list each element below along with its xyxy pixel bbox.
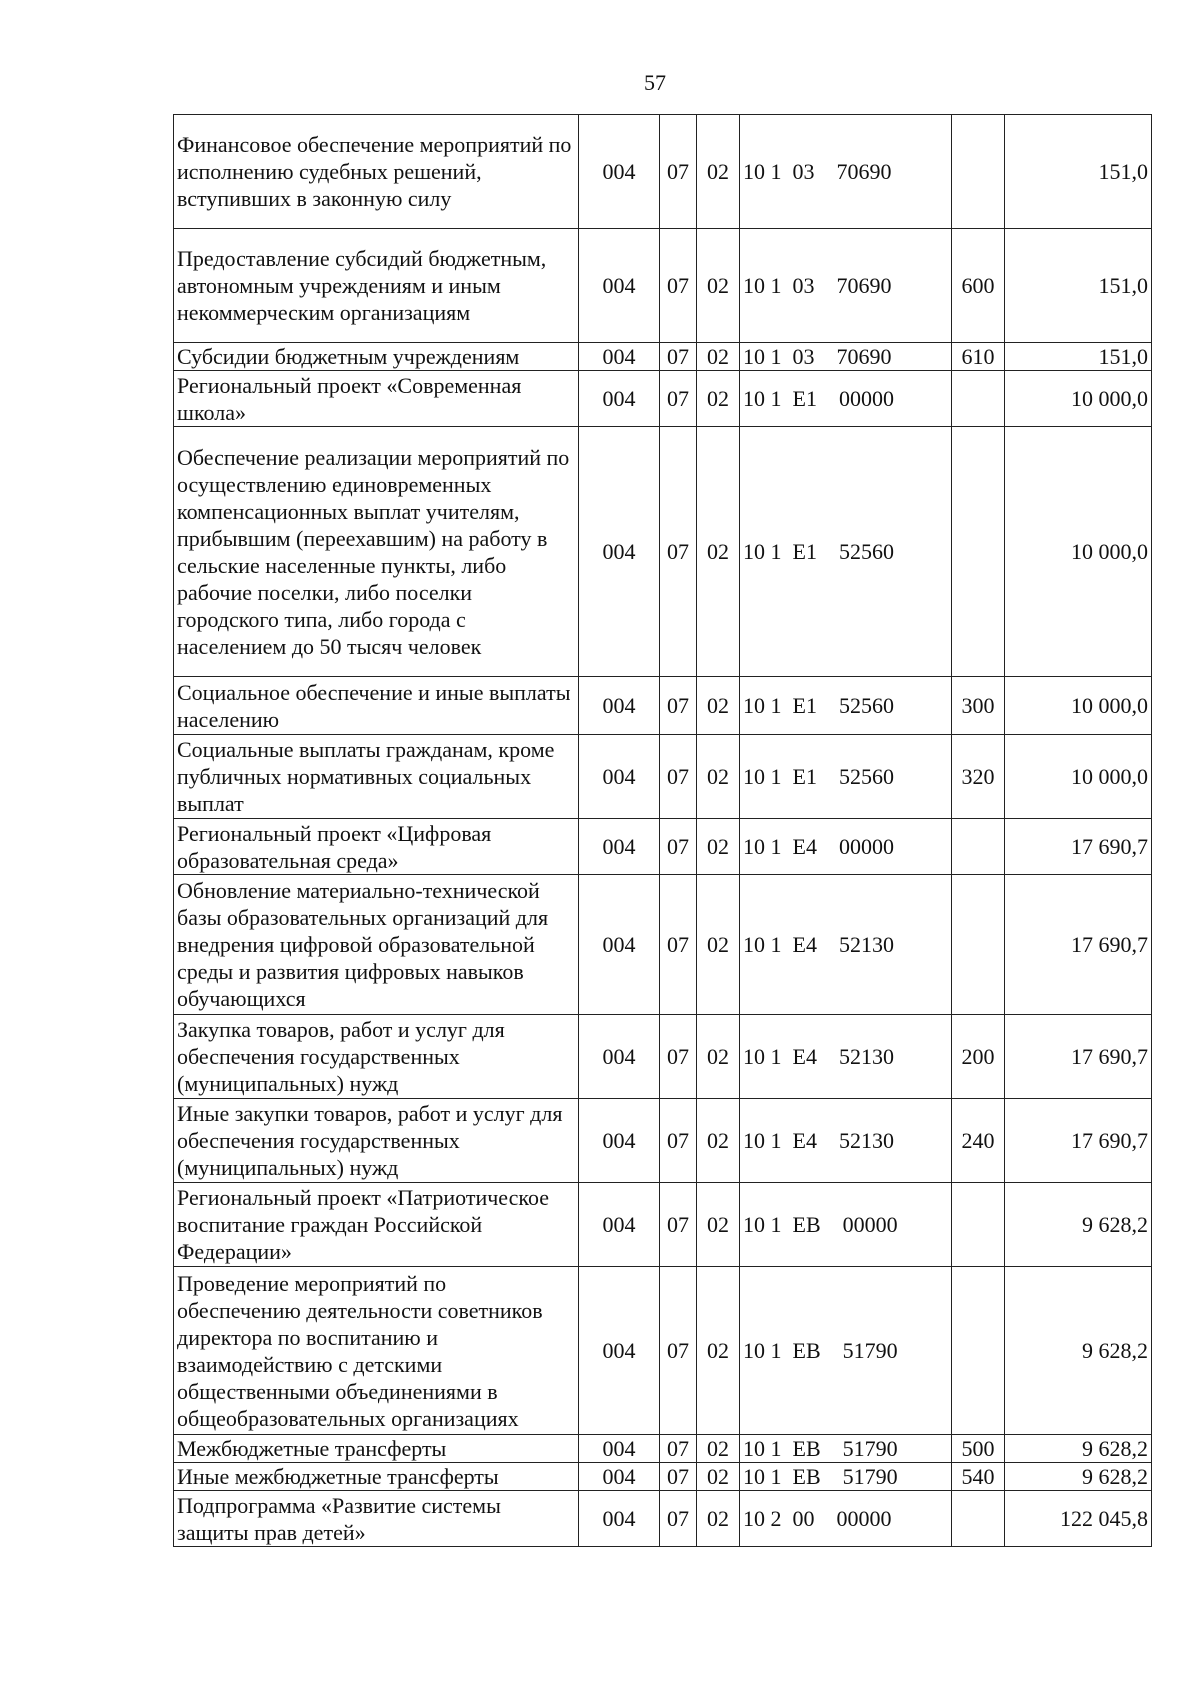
row-target-article-code: 10 1 E1 00000: [740, 371, 952, 427]
row-expense-type-code: 320: [952, 735, 1005, 819]
row-name: Региональный проект «Цифровая образовательная среда»: [174, 819, 579, 875]
row-gov-code: 004: [579, 1463, 660, 1491]
row-section-code: 07: [660, 1099, 697, 1183]
row-expense-type-code: 200: [952, 1015, 1005, 1099]
row-subsection-code: 02: [697, 229, 740, 343]
row-sum: 151,0: [1005, 343, 1152, 371]
row-subsection-code: 02: [697, 371, 740, 427]
row-gov-code: 004: [579, 1491, 660, 1547]
row-section-code: 07: [660, 735, 697, 819]
row-sum: 17 690,7: [1005, 819, 1152, 875]
row-sum: 10 000,0: [1005, 427, 1152, 677]
row-gov-code: 004: [579, 1015, 660, 1099]
row-subsection-code: 02: [697, 875, 740, 1015]
row-gov-code: 004: [579, 427, 660, 677]
row-sum: 9 628,2: [1005, 1183, 1152, 1267]
table-row: [174, 1463, 1152, 1491]
table-row: [174, 1099, 1152, 1183]
row-section-code: 07: [660, 1183, 697, 1267]
row-section-code: 07: [660, 229, 697, 343]
row-gov-code: 004: [579, 677, 660, 735]
row-expense-type-code: [952, 1267, 1005, 1435]
row-name: Обеспечение реализации мероприятий по осуществлению единовременных компенсационных выплат учителям, прибывшим (переехавшим) на работу в сельские населенные пункты, либо рабочие поселки, либо поселки городского типа, либо города с населением до 50 тысяч человек: [174, 427, 579, 677]
row-gov-code: 004: [579, 371, 660, 427]
table-row: [174, 1267, 1152, 1435]
row-section-code: 07: [660, 1463, 697, 1491]
row-name: Подпрограмма «Развитие системы защиты прав детей»: [174, 1491, 579, 1547]
row-subsection-code: 02: [697, 1267, 740, 1435]
row-expense-type-code: 500: [952, 1435, 1005, 1463]
row-gov-code: 004: [579, 735, 660, 819]
row-expense-type-code: 540: [952, 1463, 1005, 1491]
row-subsection-code: 02: [697, 1099, 740, 1183]
row-section-code: 07: [660, 427, 697, 677]
row-sum: 9 628,2: [1005, 1463, 1152, 1491]
row-gov-code: 004: [579, 343, 660, 371]
table-row: [174, 343, 1152, 371]
row-subsection-code: 02: [697, 1463, 740, 1491]
table-row: [174, 819, 1152, 875]
row-sum: 122 045,8: [1005, 1491, 1152, 1547]
row-target-article-code: 10 1 EB 51790: [740, 1463, 952, 1491]
row-expense-type-code: [952, 875, 1005, 1015]
row-target-article-code: 10 1 E4 52130: [740, 1099, 952, 1183]
row-target-article-code: 10 1 E4 52130: [740, 1015, 952, 1099]
row-section-code: 07: [660, 677, 697, 735]
row-section-code: 07: [660, 1491, 697, 1547]
row-sum: 10 000,0: [1005, 371, 1152, 427]
row-section-code: 07: [660, 371, 697, 427]
row-sum: 151,0: [1005, 229, 1152, 343]
row-sum: 9 628,2: [1005, 1435, 1152, 1463]
row-name: Проведение мероприятий по обеспечению деятельности советников директора по воспитанию и взаимодействию с детскими общественными объединениями в общеобразовательных организациях: [174, 1267, 579, 1435]
row-sum: 17 690,7: [1005, 875, 1152, 1015]
row-name: Обновление материально-технической базы образовательных организаций для внедрения цифровой образовательной среды и развития цифровых навыков обучающихся: [174, 875, 579, 1015]
row-target-article-code: 10 1 EB 51790: [740, 1435, 952, 1463]
row-sum: 10 000,0: [1005, 677, 1152, 735]
row-name: Субсидии бюджетным учреждениям: [174, 343, 579, 371]
row-section-code: 07: [660, 1435, 697, 1463]
row-name: Закупка товаров, работ и услуг для обеспечения государственных (муниципальных) нужд: [174, 1015, 579, 1099]
row-name: Региональный проект «Современная школа»: [174, 371, 579, 427]
table-row: [174, 115, 1152, 229]
row-section-code: 07: [660, 1267, 697, 1435]
row-sum: 17 690,7: [1005, 1099, 1152, 1183]
row-expense-type-code: [952, 371, 1005, 427]
row-subsection-code: 02: [697, 115, 740, 229]
row-gov-code: 004: [579, 1267, 660, 1435]
row-expense-type-code: [952, 1491, 1005, 1547]
row-target-article-code: 10 1 03 70690: [740, 115, 952, 229]
row-expense-type-code: 610: [952, 343, 1005, 371]
row-section-code: 07: [660, 875, 697, 1015]
row-target-article-code: 10 1 E1 52560: [740, 677, 952, 735]
row-gov-code: 004: [579, 1183, 660, 1267]
row-section-code: 07: [660, 1015, 697, 1099]
row-target-article-code: 10 1 E1 52560: [740, 427, 952, 677]
row-gov-code: 004: [579, 1099, 660, 1183]
row-subsection-code: 02: [697, 677, 740, 735]
row-target-article-code: 10 2 00 00000: [740, 1491, 952, 1547]
row-expense-type-code: [952, 1183, 1005, 1267]
row-subsection-code: 02: [697, 1015, 740, 1099]
row-section-code: 07: [660, 819, 697, 875]
row-gov-code: 004: [579, 1435, 660, 1463]
budget-table: [173, 114, 1152, 1547]
row-expense-type-code: 240: [952, 1099, 1005, 1183]
row-name: Социальные выплаты гражданам, кроме публичных нормативных социальных выплат: [174, 735, 579, 819]
table-row: [174, 229, 1152, 343]
table-row: [174, 875, 1152, 1015]
row-target-article-code: 10 1 EB 00000: [740, 1183, 952, 1267]
table-row: [174, 1491, 1152, 1547]
row-name: Предоставление субсидий бюджетным, автономным учреждениям и иным некоммерческим организациям: [174, 229, 579, 343]
row-target-article-code: 10 1 E1 52560: [740, 735, 952, 819]
row-name: Финансовое обеспечение мероприятий по исполнению судебных решений, вступивших в законную силу: [174, 115, 579, 229]
row-sum: 151,0: [1005, 115, 1152, 229]
row-target-article-code: 10 1 03 70690: [740, 229, 952, 343]
table-row: [174, 1183, 1152, 1267]
row-subsection-code: 02: [697, 343, 740, 371]
table-row: [174, 427, 1152, 677]
row-expense-type-code: 300: [952, 677, 1005, 735]
table-row: [174, 735, 1152, 819]
row-gov-code: 004: [579, 819, 660, 875]
row-section-code: 07: [660, 343, 697, 371]
table-row: [174, 1015, 1152, 1099]
row-sum: 9 628,2: [1005, 1267, 1152, 1435]
table-row: [174, 677, 1152, 735]
row-target-article-code: 10 1 E4 00000: [740, 819, 952, 875]
row-name: Иные закупки товаров, работ и услуг для обеспечения государственных (муниципальных) нужд: [174, 1099, 579, 1183]
row-subsection-code: 02: [697, 1435, 740, 1463]
row-subsection-code: 02: [697, 1183, 740, 1267]
table-row: [174, 371, 1152, 427]
row-gov-code: 004: [579, 229, 660, 343]
row-expense-type-code: [952, 819, 1005, 875]
row-gov-code: 004: [579, 115, 660, 229]
row-subsection-code: 02: [697, 735, 740, 819]
row-subsection-code: 02: [697, 1491, 740, 1547]
row-target-article-code: 10 1 E4 52130: [740, 875, 952, 1015]
row-name: Региональный проект «Патриотическое воспитание граждан Российской Федерации»: [174, 1183, 579, 1267]
row-target-article-code: 10 1 03 70690: [740, 343, 952, 371]
row-subsection-code: 02: [697, 427, 740, 677]
row-sum: 10 000,0: [1005, 735, 1152, 819]
row-expense-type-code: 600: [952, 229, 1005, 343]
row-section-code: 07: [660, 115, 697, 229]
row-expense-type-code: [952, 115, 1005, 229]
row-expense-type-code: [952, 427, 1005, 677]
row-gov-code: 004: [579, 875, 660, 1015]
table-row: [174, 1435, 1152, 1463]
row-name: Иные межбюджетные трансферты: [174, 1463, 579, 1491]
row-subsection-code: 02: [697, 819, 740, 875]
row-target-article-code: 10 1 EB 51790: [740, 1267, 952, 1435]
row-name: Социальное обеспечение и иные выплаты населению: [174, 677, 579, 735]
row-name: Межбюджетные трансферты: [174, 1435, 579, 1463]
row-sum: 17 690,7: [1005, 1015, 1152, 1099]
page-number: 57: [644, 70, 666, 95]
